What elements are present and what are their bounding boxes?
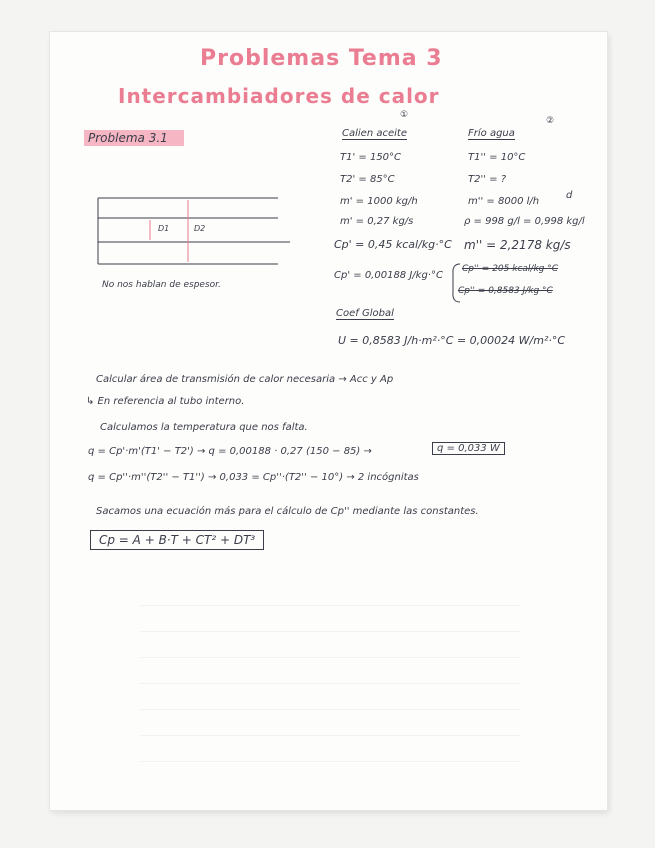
body-line: q = Cp'·m'(T1' − T2') → q = 0,00188 · 0,27 (150 − 85) → [88,446,372,457]
cold-fluid-line-crossed: Cp'' = 205 kcal/kg °C [462,264,559,274]
cold-fluid-margin-mark: d [566,190,573,201]
body-line: Calcular área de transmisión de calor necesaria → Acc y Ap [96,374,394,385]
notebook-page [50,32,607,810]
diagram-note: No nos hablan de espesor. [102,280,221,290]
hot-fluid-line: m' = 1000 kg/h [340,196,418,207]
cold-fluid-line: m'' = 8000 l/h [468,196,540,207]
q-result-box: q = 0,033 W [432,442,505,455]
page-title: Problemas Tema 3 [200,46,443,71]
hot-fluid-marker: ① [400,110,409,120]
body-line: q = Cp''·m''(T2'' − T1'') → 0,033 = Cp''·(T2'' − 10°) → 2 incógnitas [88,472,419,483]
coef-global-heading: Coef Global [336,308,394,319]
coef-global-line: U = 0,8583 J/h·m²·°C = 0,00024 W/m²·°C [338,334,566,347]
d1-label: D1 [158,224,170,233]
d2-label: D2 [194,224,206,233]
hot-fluid-line: Cp' = 0,00188 J/kg·°C [334,270,443,281]
cold-fluid-line: T2'' = ? [468,174,507,185]
page-subtitle: Intercambiadores de calor [118,84,440,108]
problem-label: Problema 3.1 [84,130,184,146]
hot-fluid-line: Cp' = 0,45 kcal/kg·°C [334,238,452,251]
body-line: ↳ En referencia al tubo interno. [86,396,245,407]
hot-fluid-heading: Calien aceite [342,128,407,139]
cold-fluid-line: T1'' = 10°C [468,152,526,163]
cp-equation-box: Cp = A + B·T + CT² + DT³ [90,530,264,550]
cold-fluid-heading: Frío agua [468,128,515,139]
bracket-mark [450,262,462,304]
cold-fluid-line-crossed: Cp'' = 0,8583 J/kg °C [458,286,553,296]
body-line: Sacamos una ecuación más para el cálculo de Cp'' mediante las constantes. [96,506,479,517]
hot-fluid-line: T2' = 85°C [340,174,395,185]
body-line: Calculamos la temperatura que nos falta. [100,422,308,433]
hot-fluid-line: T1' = 150°C [340,152,402,163]
bleed-through [140,592,520,762]
cold-fluid-marker: ② [546,116,555,126]
cold-fluid-line: m'' = 2,2178 kg/s [464,238,571,252]
cold-fluid-line: ρ = 998 g/l = 0,998 kg/l [464,216,585,227]
hot-fluid-line: m' = 0,27 kg/s [340,216,414,227]
